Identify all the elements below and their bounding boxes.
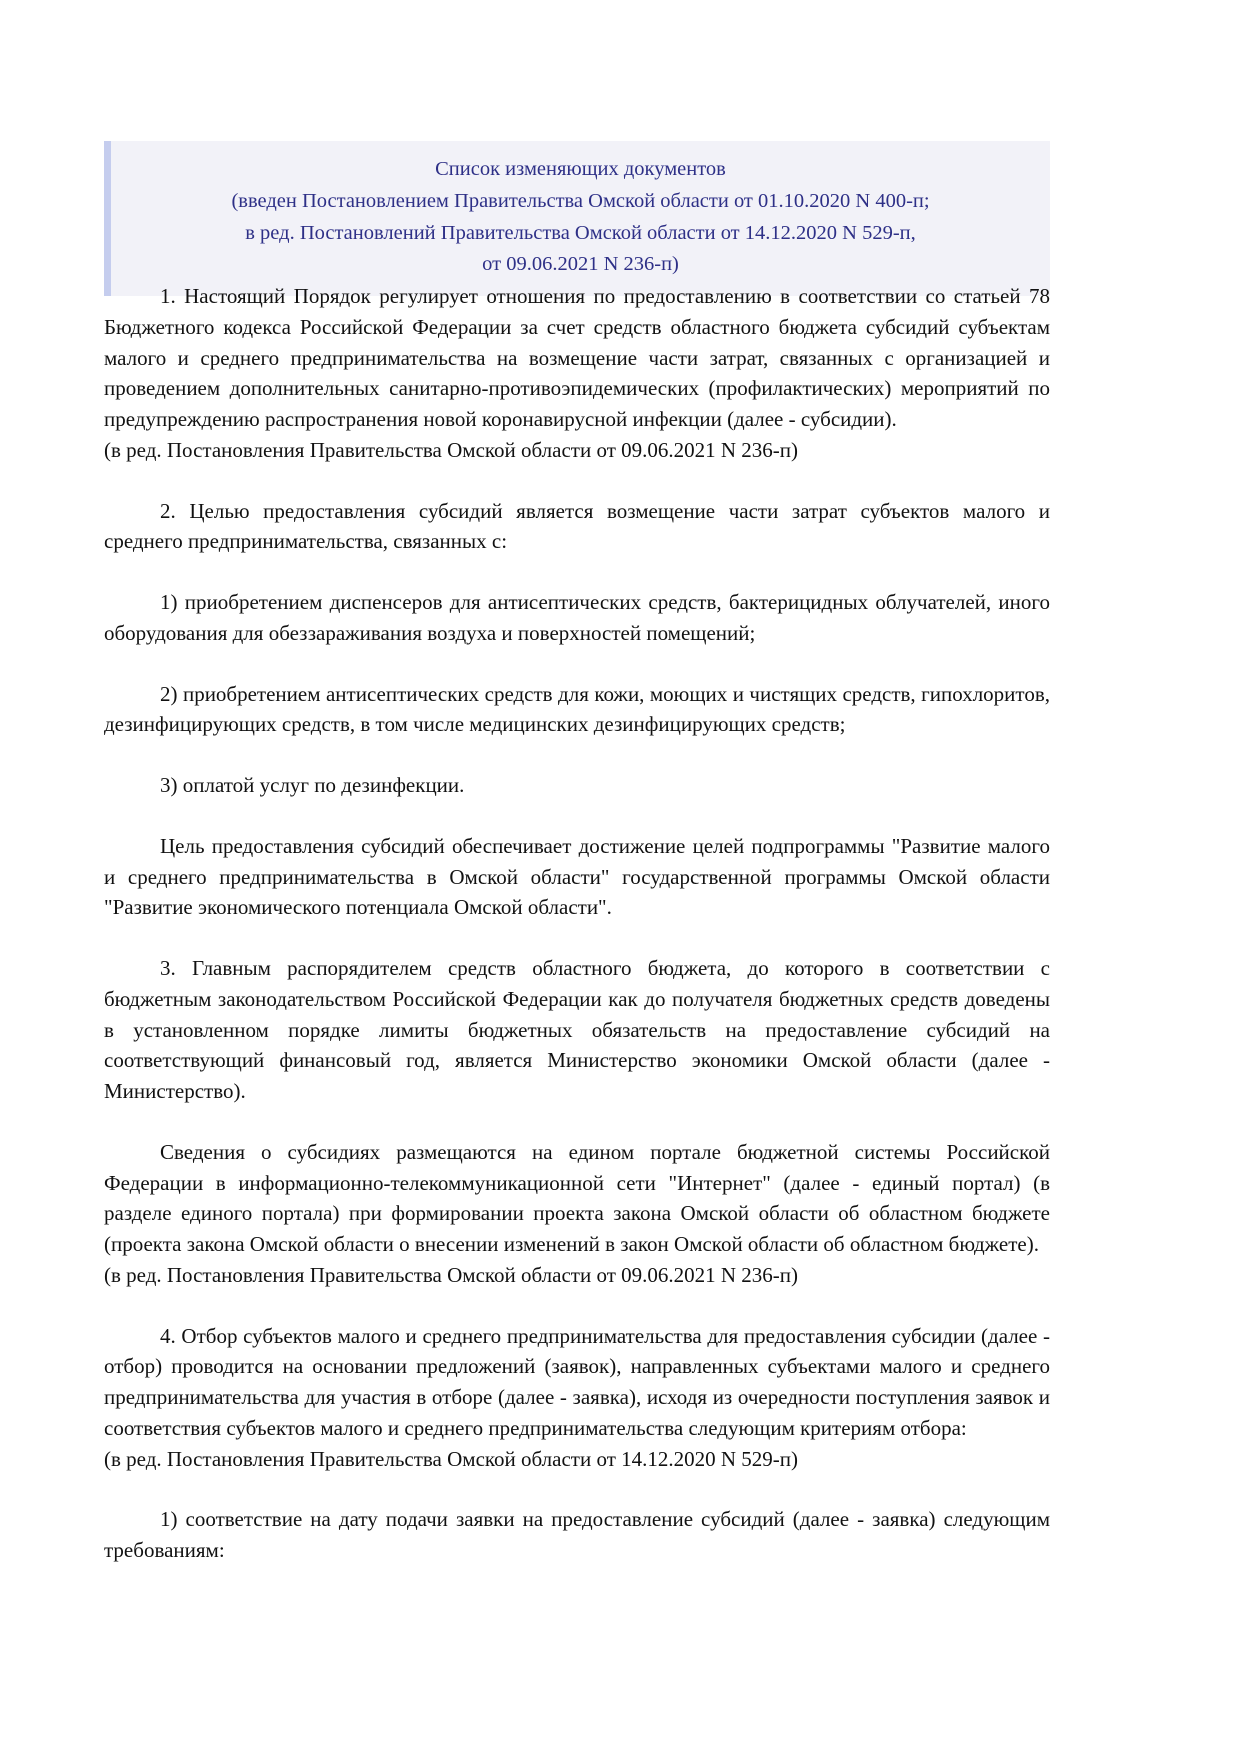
edit-note-4: (в ред. Постановления Правительства Омской области от 14.12.2020 N 529-п) — [104, 1446, 799, 1471]
paragraph-spacer — [104, 1291, 1050, 1321]
list-item-2-1: 1) приобретением диспенсеров для антисептических средств, бактерицидных облучателей, иного оборудования для обеззараживания воздуха и поверхностей помещений; — [104, 590, 1050, 645]
edit-note-3: (в ред. Постановления Правительства Омской области от 09.06.2021 N 236-п) — [104, 1262, 799, 1287]
paragraph-1: 1. Настоящий Порядок регулирует отношения по предоставлению в соответствии со статьей 78 Бюджетного кодекса Российской Федерации за счет средств областного бюджета субсидий субъектам малого и среднего предпринимательства на возмещение части затрат, связанных с организацией и проведением дополнительных санитарно-противоэпидемических (профилактических) мероприятий по предупреждению распространения новой коронавирусной инфекции (далее - субсидии). — [104, 284, 1050, 431]
paragraph-spacer — [104, 557, 1050, 587]
paragraph-portal: Сведения о субсидиях размещаются на едином портале бюджетной системы Российской Федерации в информационно-телекоммуникационной сети "Интернет" (далее - единый портал) (в разделе единого портала) при формировании проекта закона Омской области об областном бюджете (проекта закона Омской области о внесении изменений в закон Омской области об областном бюджете). — [104, 1139, 1050, 1256]
paragraph-2: 2. Целью предоставления субсидий является возмещение части затрат субъектов малого и среднего предпринимательства, связанных с: — [104, 498, 1050, 554]
paragraph-spacer — [104, 649, 1050, 679]
list-item-2-2: 2) приобретением антисептических средств для кожи, моющих и чистящих средств, гипохлоритов, дезинфицирующих средств, в том числе медицинских дезинфицирующих средств; — [104, 681, 1050, 737]
paragraph-goal: Цель предоставления субсидий обеспечивает достижение целей подпрограммы "Развитие малого и среднего предпринимательства в Омской области" государственной программы Омской области "Развитие экономического потенциала Омской области". — [104, 833, 1050, 920]
paragraph-spacer — [104, 1474, 1050, 1504]
change-list-line-1: Список изменяющих документов — [435, 158, 726, 180]
paragraph-spacer — [104, 1107, 1050, 1137]
paragraph-spacer — [104, 801, 1050, 831]
list-item-2-3: 3) оплатой услуг по дезинфекции. — [160, 773, 465, 797]
paragraph-3: 3. Главным распорядителем средств областного бюджета, до которого в соответствии с бюджетным законодательством Российской Федерации как до получателя бюджетных средств доведены в установленном порядке лимиты бюджетных обязательств на предоставление субсидий на соответствующий финансовый год, является Министерство экономики Омской области (далее - Министерство). — [104, 956, 1050, 1103]
change-list-line-4: от 09.06.2021 N 236-п) — [482, 253, 679, 276]
document-body — [104, 281, 1050, 1566]
paragraph-spacer — [104, 923, 1050, 953]
paragraph-spacer — [104, 740, 1050, 770]
paragraph-spacer — [104, 466, 1050, 496]
edit-note-1: (в ред. Постановления Правительства Омской области от 09.06.2021 N 236-п) — [104, 437, 799, 462]
paragraph-4: 4. Отбор субъектов малого и среднего предпринимательства для предоставления субсидии (далее - отбор) проводится на основании предложений (заявок), направленных субъектами малого и среднего предпринимательства для участия в отборе (далее - заявка), исходя из очередности поступления заявок и соответствия субъектов малого и среднего предпринимательства следующим критериям отбора: — [104, 1323, 1050, 1440]
change-list-line-3: в ред. Постановлений Правительства Омской области от 14.12.2020 N 529-п, — [245, 221, 916, 244]
change-list-note-box — [104, 141, 1050, 296]
list-item-4-1: 1) соответствие на дату подачи заявки на предоставление субсидий (далее - заявка) следующим требованиям: — [104, 1507, 1050, 1562]
change-list-line-2: (введен Постановлением Правительства Омской области от 01.10.2020 N 400-п; — [231, 189, 930, 212]
